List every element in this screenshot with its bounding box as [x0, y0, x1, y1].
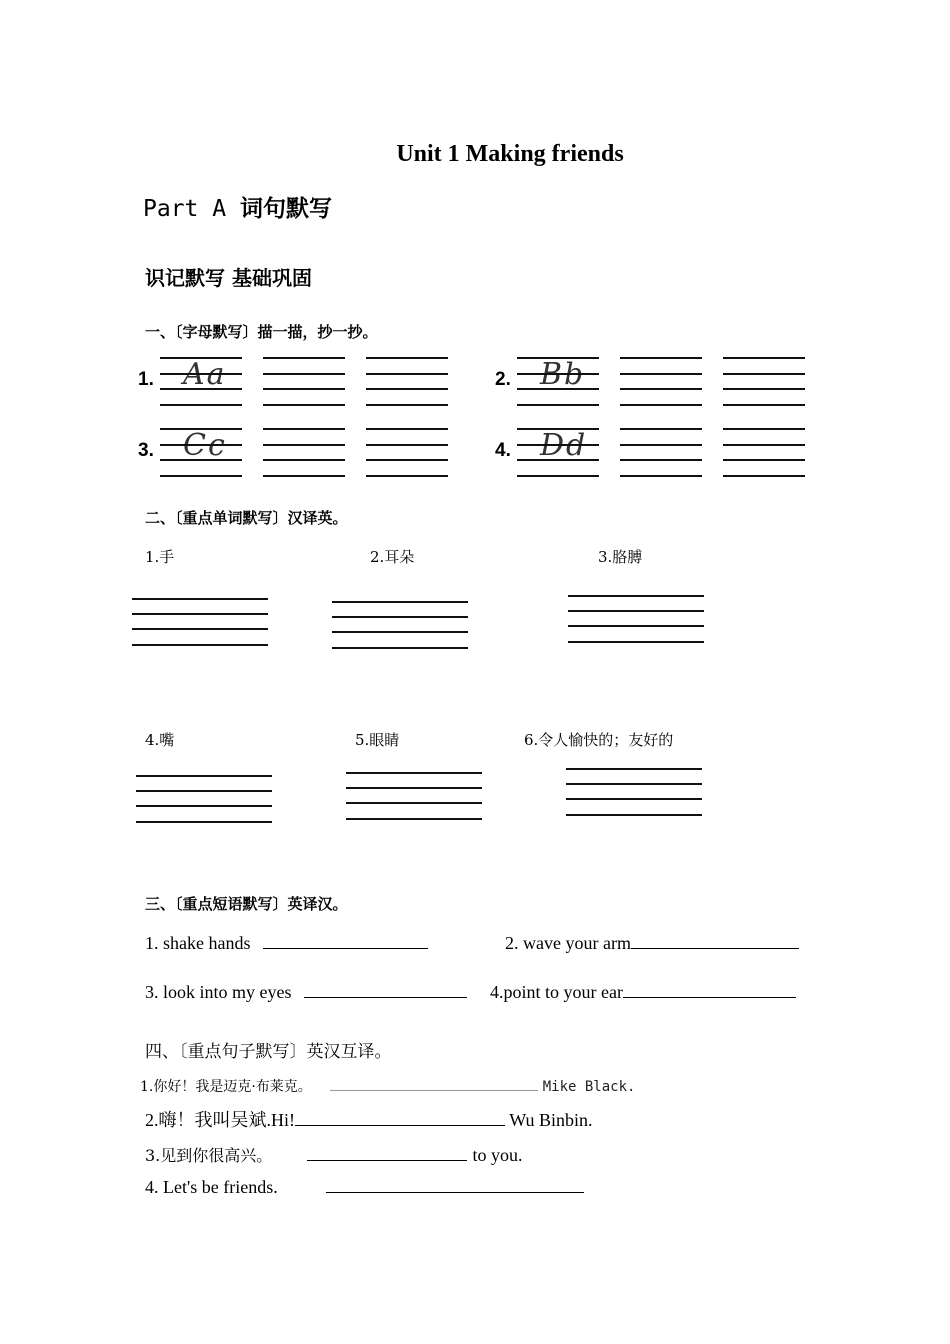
phrase-text: 1. shake hands [145, 933, 251, 953]
letter-trace: Bb [540, 357, 586, 392]
section2-heading: 二、〔重点单词默写〕汉译英。 [145, 509, 348, 527]
word-writing-line[interactable] [568, 625, 704, 627]
letter-writing-line[interactable] [263, 475, 345, 477]
sentence-after: Wu Binbin. [509, 1110, 593, 1130]
word-writing-line[interactable] [566, 798, 702, 800]
phrase-text: 2. wave your arm [505, 933, 631, 953]
letter-writing-line [160, 404, 242, 406]
phrase-text: 3. look into my eyes [145, 982, 292, 1002]
word-item-1: 1.手 [145, 548, 175, 566]
word-writing-line[interactable] [132, 598, 268, 600]
letter-item-number: 2. [495, 369, 511, 390]
letter-writing-line[interactable] [263, 404, 345, 406]
letter-trace: Dd [540, 428, 588, 463]
answer-blank[interactable] [330, 1078, 538, 1091]
letter-writing-line[interactable] [620, 475, 702, 477]
letter-writing-line [517, 428, 599, 430]
letter-writing-line[interactable] [620, 388, 702, 390]
sentence-after: Mike Black. [542, 1079, 636, 1095]
word-writing-line[interactable] [568, 595, 704, 597]
letter-writing-line [517, 357, 599, 359]
letter-writing-line[interactable] [620, 459, 702, 461]
letter-writing-line[interactable] [723, 475, 805, 477]
word-writing-line[interactable] [332, 647, 468, 649]
word-writing-line[interactable] [132, 613, 268, 615]
part-heading [143, 190, 332, 223]
letter-writing-line[interactable] [366, 459, 448, 461]
word-writing-line[interactable] [332, 601, 468, 603]
letter-writing-line[interactable] [723, 444, 805, 446]
letter-writing-line[interactable] [723, 373, 805, 375]
letter-writing-line[interactable] [366, 357, 448, 359]
letter-writing-line[interactable] [263, 357, 345, 359]
letter-writing-line [517, 459, 599, 461]
word-writing-line[interactable] [332, 616, 468, 618]
section1-heading: 一、〔字母默写〕描一描，抄一抄。 [145, 323, 378, 341]
letter-writing-line [160, 459, 242, 461]
word-writing-line[interactable] [136, 805, 272, 807]
part-name: 词句默写 [239, 196, 332, 222]
letter-item-number: 3. [138, 440, 154, 461]
word-writing-line[interactable] [346, 802, 482, 804]
letter-writing-line [160, 428, 242, 430]
word-item-3: 3.胳膊 [598, 548, 643, 566]
letter-writing-line[interactable] [366, 428, 448, 430]
letter-writing-line[interactable] [620, 404, 702, 406]
letter-writing-line[interactable] [620, 357, 702, 359]
word-writing-line[interactable] [332, 631, 468, 633]
letter-item-number: 4. [495, 440, 511, 461]
answer-blank[interactable] [631, 934, 799, 949]
sentence-before: 4. Let's be friends. [145, 1177, 278, 1197]
letter-writing-line [517, 404, 599, 406]
word-writing-line[interactable] [346, 818, 482, 820]
answer-blank[interactable] [326, 1178, 584, 1193]
word-writing-line[interactable] [132, 628, 268, 630]
section3-heading: 三、〔重点短语默写〕英译汉。 [145, 895, 348, 913]
phrase-item-2 [505, 933, 799, 954]
word-writing-line[interactable] [566, 768, 702, 770]
answer-blank[interactable] [263, 934, 428, 949]
word-item-4: 4.嘴 [145, 731, 175, 749]
letter-trace: Aa [183, 357, 227, 392]
letter-writing-line [160, 373, 242, 375]
phrase-item-4 [490, 982, 796, 1003]
letter-writing-line[interactable] [366, 444, 448, 446]
letter-writing-line [517, 373, 599, 375]
letter-writing-line[interactable] [620, 444, 702, 446]
sentence-item-2 [145, 1106, 592, 1132]
word-writing-line[interactable] [566, 783, 702, 785]
letter-writing-line[interactable] [723, 459, 805, 461]
word-item-6: 6.令人愉快的；友好的 [524, 731, 674, 749]
letter-writing-line [517, 444, 599, 446]
sentence-after: to you. [472, 1145, 523, 1165]
word-writing-line[interactable] [346, 787, 482, 789]
word-writing-line[interactable] [566, 814, 702, 816]
word-item-5: 5.眼睛 [355, 731, 400, 749]
word-writing-line[interactable] [568, 641, 704, 643]
word-writing-line[interactable] [346, 772, 482, 774]
letter-writing-line [517, 475, 599, 477]
letter-writing-line[interactable] [723, 357, 805, 359]
letter-writing-line[interactable] [366, 388, 448, 390]
sentence-before: 3.见到你很高兴。 [145, 1146, 273, 1165]
word-writing-line[interactable] [136, 821, 272, 823]
letter-writing-line[interactable] [263, 373, 345, 375]
phrase-item-3 [145, 982, 467, 1003]
letter-writing-line[interactable] [723, 428, 805, 430]
letter-writing-line[interactable] [263, 388, 345, 390]
letter-writing-line[interactable] [723, 388, 805, 390]
answer-blank[interactable] [304, 983, 467, 998]
page-title: Unit 1 Making friends [396, 141, 624, 167]
subtitle: 识记默写 基础巩固 [145, 266, 312, 290]
sentence-item-3 [145, 1143, 522, 1166]
letter-writing-line [517, 388, 599, 390]
letter-writing-line[interactable] [366, 404, 448, 406]
letter-writing-line[interactable] [263, 444, 345, 446]
letter-writing-line[interactable] [263, 459, 345, 461]
letter-trace: Cc [183, 428, 227, 463]
letter-writing-line[interactable] [366, 475, 448, 477]
letter-writing-line[interactable] [366, 373, 448, 375]
word-writing-line[interactable] [136, 790, 272, 792]
word-writing-line[interactable] [132, 644, 268, 646]
letter-writing-line [160, 357, 242, 359]
sentence-item-1 [140, 1076, 635, 1096]
section4-heading: 四、〔重点句子默写〕英汉互译。 [145, 1042, 392, 1062]
phrase-text: 4.point to your ear [490, 982, 623, 1002]
part-prefix: Part A [143, 196, 227, 222]
answer-blank[interactable] [623, 983, 796, 998]
letter-item-number: 1. [138, 369, 154, 390]
sentence-before: 1.你好！我是迈克·布莱克。 [140, 1079, 312, 1095]
word-writing-line[interactable] [568, 610, 704, 612]
answer-blank[interactable] [307, 1146, 467, 1161]
sentence-item-4 [145, 1177, 584, 1198]
letter-writing-line [160, 444, 242, 446]
phrase-item-1 [145, 933, 428, 954]
letter-writing-line[interactable] [620, 428, 702, 430]
answer-blank[interactable] [295, 1111, 505, 1126]
letter-writing-line[interactable] [723, 404, 805, 406]
word-writing-line[interactable] [136, 775, 272, 777]
word-item-2: 2.耳朵 [370, 548, 415, 566]
letter-writing-line[interactable] [263, 428, 345, 430]
letter-writing-line [160, 475, 242, 477]
letter-writing-line [160, 388, 242, 390]
sentence-before: 2.嗨！我叫吴斌.Hi! [145, 1110, 295, 1130]
letter-writing-line[interactable] [620, 373, 702, 375]
